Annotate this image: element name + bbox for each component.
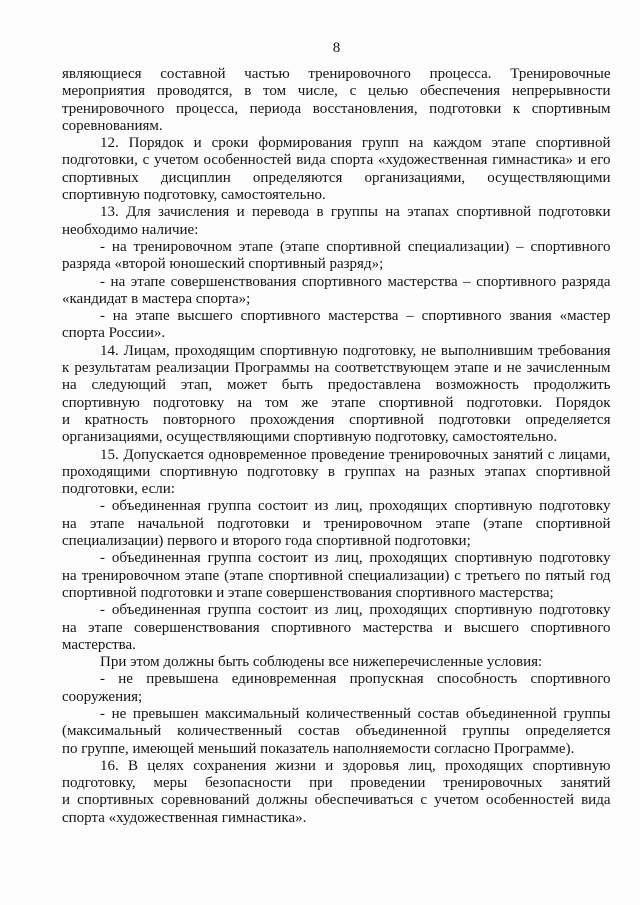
text-line: по группе, имеющей меньший показатель наполняемости согласно Программе). xyxy=(62,740,575,757)
text-line: к результатам реализации Программы на соответствующем этапе и не зачисленным xyxy=(62,360,611,377)
text-line: - объединенная группа состоит из лиц, проходящих спортивную подготовку xyxy=(100,498,611,515)
text-line: спортивную подготовку, самостоятельно. xyxy=(62,187,326,204)
text-line: соревнованиям. xyxy=(62,117,163,134)
text-line: на следующий этап, может быть предоставлена возможность продолжить xyxy=(62,377,611,394)
list-item-condition-group-size xyxy=(62,706,611,758)
text-line: спорта «художественная гимнастика». xyxy=(62,809,307,826)
text-line: на этапе начальной подготовки и тренировочном этапе (этапе спортивной xyxy=(62,515,611,532)
list-item-combined-group-initial xyxy=(62,498,611,550)
paragraph-16-safety xyxy=(62,758,611,827)
text-line: спортивных дисциплин определяются организациями, осуществляющими xyxy=(62,169,611,186)
text-line: спорта России». xyxy=(62,325,166,342)
text-line: - на этапе совершенствования спортивного мастерства – спортивного разряда xyxy=(100,273,611,290)
page-number: 8 xyxy=(332,40,341,56)
text-line: специализации) первого и второго года спортивной подготовки; xyxy=(62,533,471,550)
paragraph-13-enrollment-requirements xyxy=(62,204,611,239)
text-line: сооружения; xyxy=(62,688,143,705)
text-line: - объединенная группа состоит из лиц, проходящих спортивную подготовку xyxy=(100,550,611,567)
text-line: - не превышена единовременная пропускная способность спортивного xyxy=(100,671,611,688)
text-line: При этом должны быть соблюдены все нижеперечисленные условия: xyxy=(100,654,543,671)
text-line: на тренировочном этапе (этапе спортивной специализации) с третьего по пятый год xyxy=(62,567,611,584)
paragraph-training-events-continuation xyxy=(62,66,611,135)
text-line: тренировочного процесса, периода восстановления, подготовки к спортивным xyxy=(62,100,611,117)
text-line: 14. Лицам, проходящим спортивную подготовку, не выполнившим требования xyxy=(100,342,611,359)
paragraph-15-combined-sessions xyxy=(62,447,611,499)
text-line: мероприятия проводятся, в том числе, с целью обеспечения непрерывности xyxy=(62,83,611,100)
text-line: мастерства. xyxy=(62,636,136,653)
text-line: 15. Допускается одновременное проведение тренировочных занятий с лицами, xyxy=(100,446,611,463)
text-line: «кандидат в мастера спорта»; xyxy=(62,290,251,307)
text-line: организациями, осуществляющими спортивную подготовку, самостоятельно. xyxy=(62,429,558,446)
text-line: проходящими спортивную подготовку в группах на разных этапах спортивной xyxy=(62,463,611,480)
text-line: являющиеся составной частью тренировочного процесса. Тренировочные xyxy=(62,66,611,82)
text-line: спортивную подготовку на том же этапе спортивной подготовки. Порядок xyxy=(62,394,611,411)
text-line: (максимальный количественный состав объединенной группы определяется xyxy=(62,723,611,740)
list-item-higher-mastery-stage-title xyxy=(62,308,611,343)
paragraph-14-repeat-training xyxy=(62,343,611,447)
paragraph-conditions-intro xyxy=(62,654,611,671)
list-item-improvement-stage-rank xyxy=(62,274,611,309)
text-line: 13. Для зачисления и перевода в группы на этапах спортивной подготовки xyxy=(100,204,611,221)
text-line: 16. В целях сохранения жизни и здоровья лиц, проходящих спортивную xyxy=(100,757,611,774)
text-line: подготовки, с учетом особенностей вида спорта «художественная гимнастика» и его xyxy=(62,152,611,169)
paragraph-12-group-formation xyxy=(62,135,611,204)
text-line: необходимо наличие: xyxy=(62,221,199,238)
text-line: спортивной подготовки и этапе совершенствования спортивного мастерства; xyxy=(62,584,554,601)
text-line: и кратность повторного прохождения спортивной подготовки определяется xyxy=(62,411,611,428)
text-line: и спортивных соревнований должны обеспечиваться с учетом особенностей вида xyxy=(62,792,611,809)
text-line: - на тренировочном этапе (этапе спортивной специализации) – спортивного xyxy=(100,238,611,255)
text-line: на этапе совершенствования спортивного мастерства и высшего спортивного xyxy=(62,619,611,636)
list-item-training-stage-rank xyxy=(62,239,611,274)
text-line: - на этапе высшего спортивного мастерства – спортивного звания «мастер xyxy=(100,308,611,325)
text-line: подготовки, если: xyxy=(62,481,175,498)
document-body xyxy=(62,66,611,827)
text-line: - не превышен максимальный количественный состав объединенной группы xyxy=(100,705,611,722)
text-line: подготовку, меры безопасности при проведении тренировочных занятий xyxy=(62,775,611,792)
text-line: разряда «второй юношеский спортивный разряд»; xyxy=(62,256,384,273)
list-item-combined-group-mastery xyxy=(62,602,611,654)
list-item-condition-capacity xyxy=(62,671,611,706)
text-line: - объединенная группа состоит из лиц, проходящих спортивную подготовку xyxy=(100,602,611,619)
text-line: 12. Порядок и сроки формирования групп на каждом этапе спортивной xyxy=(100,135,611,152)
list-item-combined-group-training xyxy=(62,550,611,602)
